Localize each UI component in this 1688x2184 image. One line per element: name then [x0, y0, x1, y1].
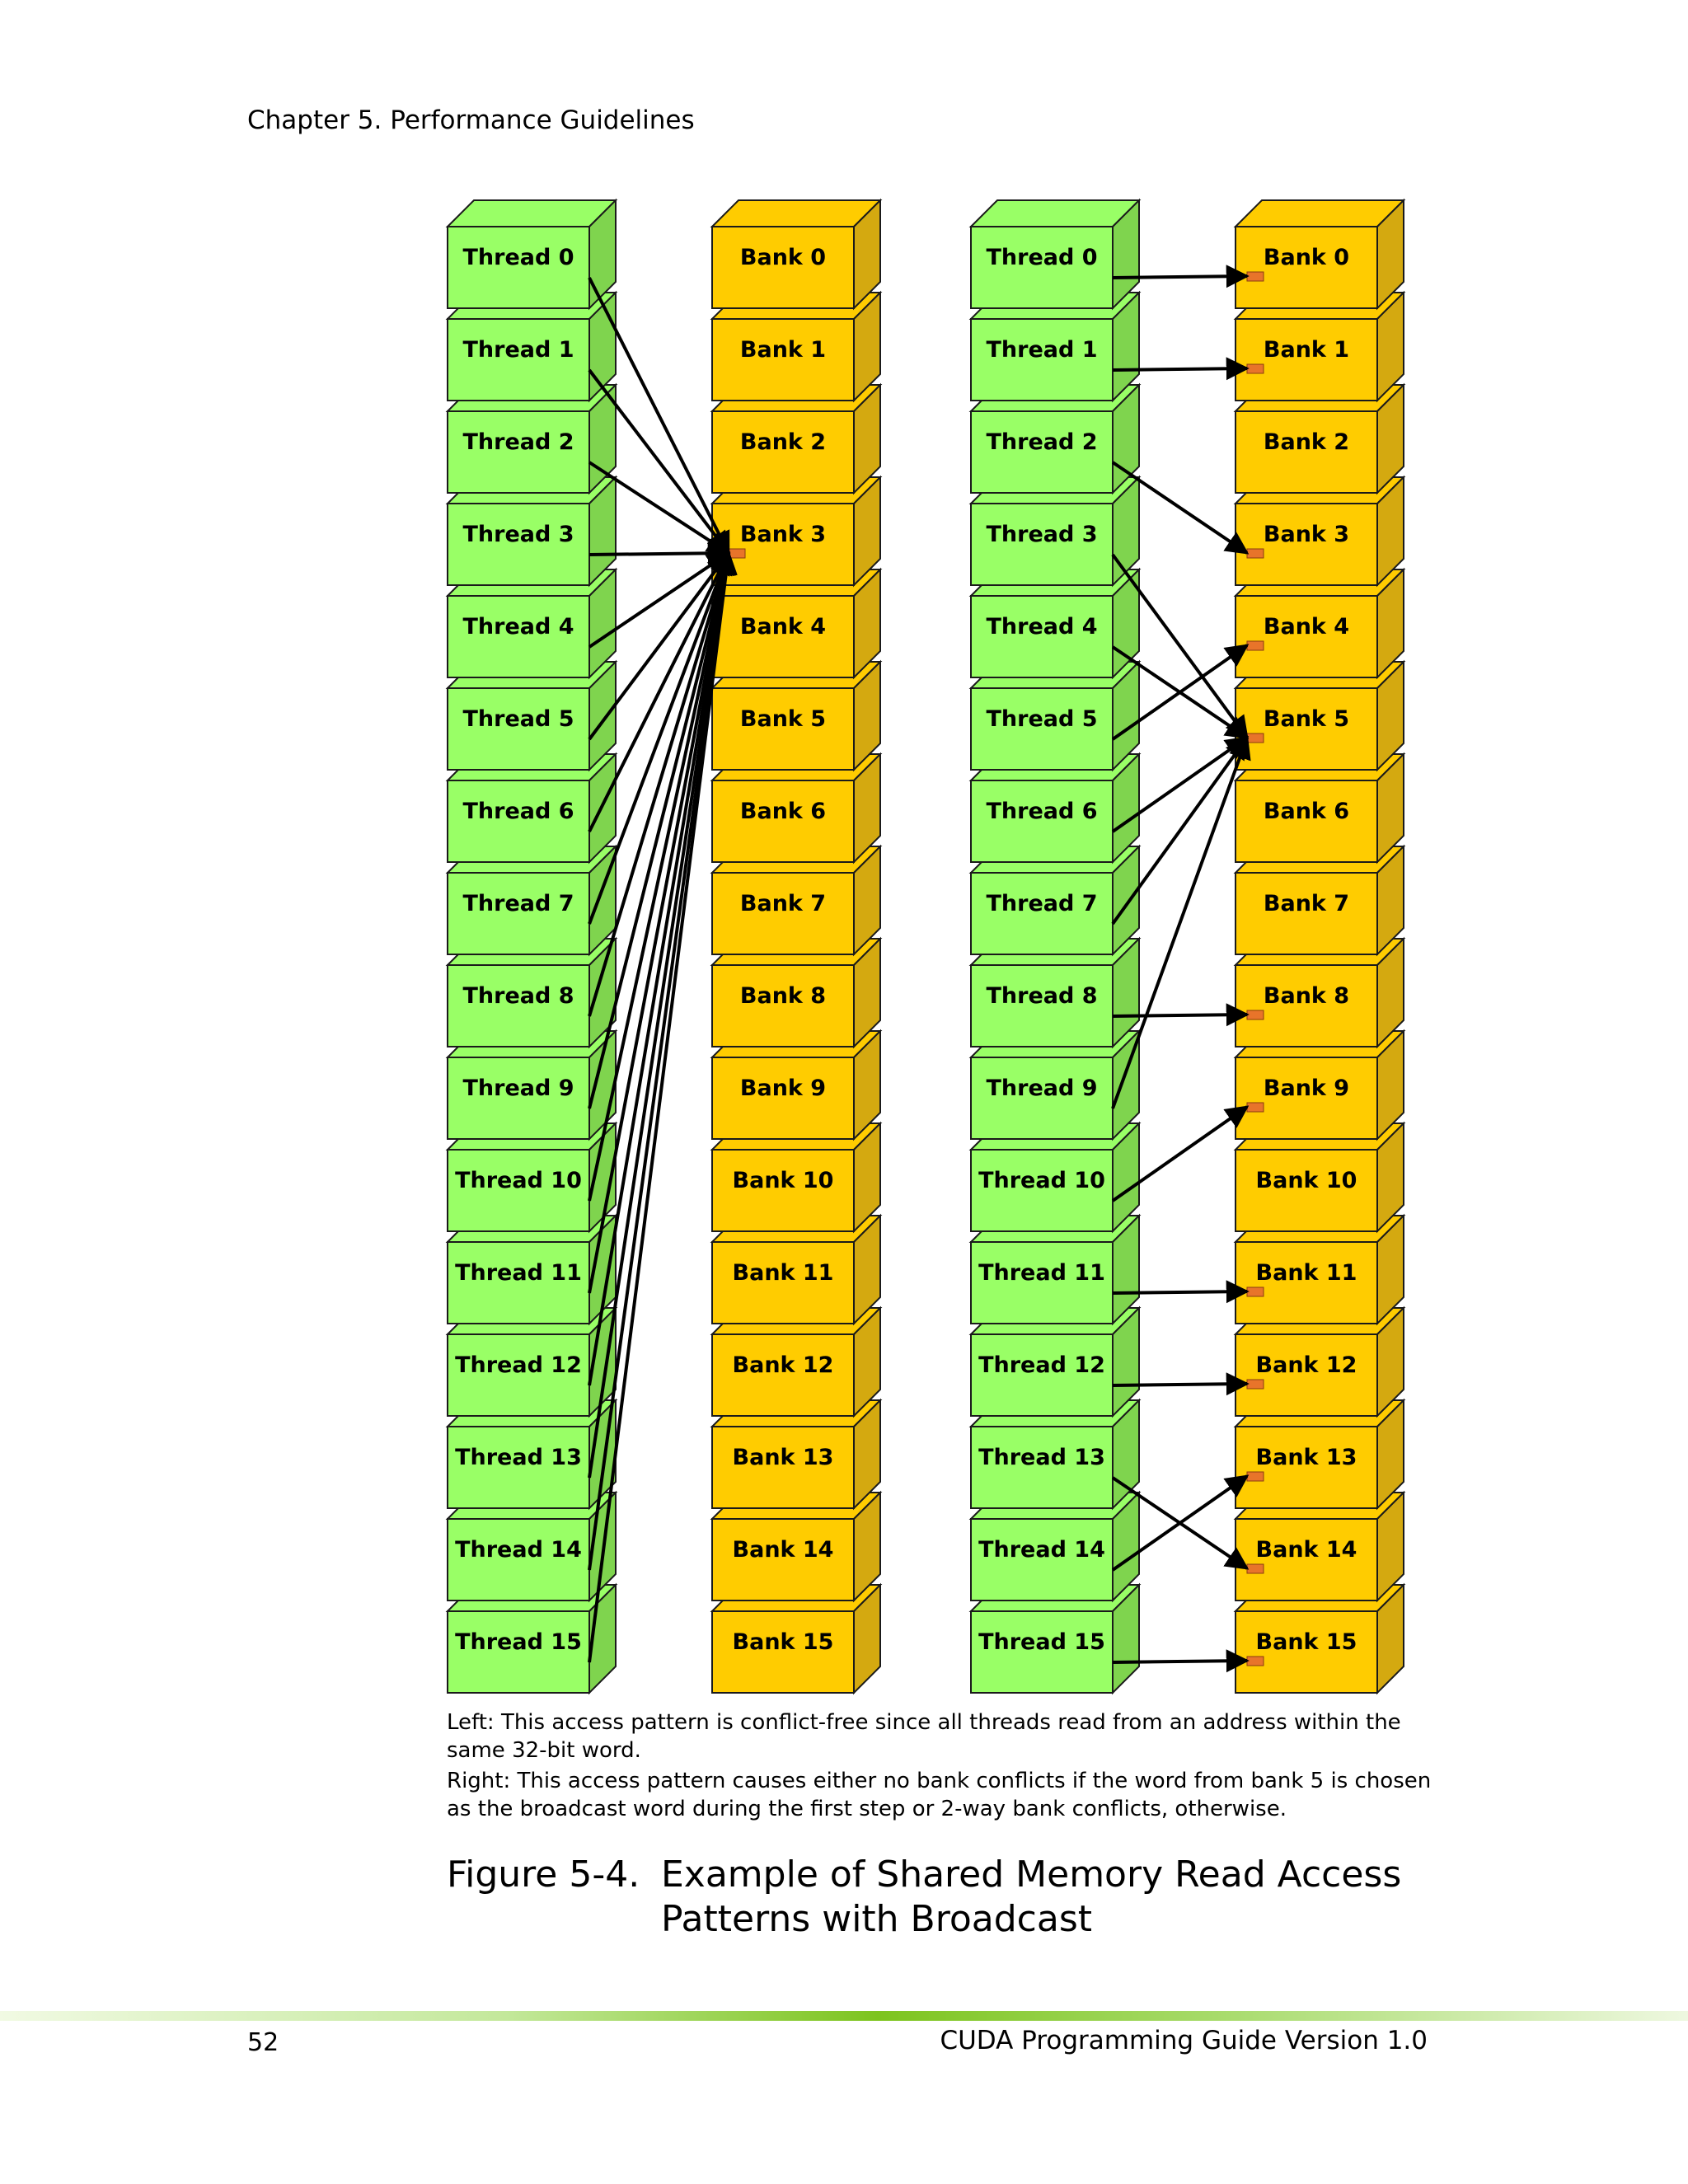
left-thread-label: Thread 6	[462, 799, 574, 824]
right-bank-label: Bank 4	[1263, 614, 1350, 640]
right-arrow-thread-1	[1113, 368, 1247, 370]
right-bank-access-marker	[1247, 1657, 1264, 1666]
left-thread-label: Thread 5	[462, 706, 574, 732]
right-bank-label: Bank 8	[1263, 983, 1350, 1009]
left-bank-label: Bank 15	[732, 1629, 834, 1655]
left-bank-label: Bank 9	[739, 1076, 827, 1101]
caption-right: Right: This access pattern causes either no bank conflicts if the word from bank 5 is chosen as the broadcast word during the first step or 2-way bank conflicts, otherwise.	[447, 1769, 1432, 1821]
right-arrow-thread-8	[1113, 1015, 1247, 1016]
left-arrow-thread-3	[589, 553, 729, 555]
right-thread-label: Thread 9	[986, 1076, 1098, 1101]
left-thread-label: Thread 1	[462, 337, 574, 363]
left-thread-label: Thread 3	[462, 522, 574, 547]
left-bank-label: Bank 6	[739, 799, 827, 824]
left-bank-label: Bank 7	[739, 891, 827, 916]
right-arrow-thread-15	[1113, 1661, 1247, 1662]
right-bank-access-marker	[1247, 733, 1264, 743]
left-thread-label: Thread 11	[455, 1260, 582, 1286]
left-thread-box-0	[448, 200, 616, 308]
left-thread-label: Thread 8	[462, 983, 574, 1009]
right-arrow-thread-12	[1113, 1384, 1247, 1385]
right-thread-label: Thread 6	[986, 799, 1098, 824]
right-bank-box-0	[1236, 200, 1404, 308]
right-bank-label: Bank 7	[1263, 891, 1350, 916]
right-bank-access-marker	[1247, 272, 1264, 281]
right-bank-label: Bank 15	[1255, 1629, 1357, 1655]
left-thread-label: Thread 4	[462, 614, 574, 640]
right-bank-label: Bank 2	[1263, 429, 1350, 455]
right-bank-label: Bank 13	[1255, 1445, 1357, 1470]
right-bank-label: Bank 3	[1263, 522, 1350, 547]
footer-bar	[0, 2011, 1688, 2021]
right-thread-label: Thread 10	[978, 1168, 1105, 1193]
page-number: 52	[247, 2028, 279, 2057]
right-bank-access-marker	[1247, 1103, 1264, 1112]
right-thread-box-0	[971, 200, 1139, 308]
left-bank-label: Bank 14	[732, 1537, 834, 1563]
running-head: Chapter 5. Performance Guidelines	[247, 105, 695, 135]
left-thread-label: Thread 13	[455, 1445, 582, 1470]
right-thread-label: Thread 3	[986, 522, 1098, 547]
right-bank-label: Bank 5	[1263, 706, 1350, 732]
left-bank-label: Bank 12	[732, 1352, 834, 1378]
left-thread-label: Thread 9	[462, 1076, 574, 1101]
right-thread-label: Thread 13	[978, 1445, 1105, 1470]
right-thread-label: Thread 0	[986, 245, 1098, 270]
left-thread-label: Thread 2	[462, 429, 574, 455]
left-bank-label: Bank 0	[739, 245, 827, 270]
right-thread-label: Thread 1	[986, 337, 1098, 363]
figure-title: Example of Shared Memory Read Access Patterns with Broadcast	[661, 1854, 1402, 1940]
right-thread-label: Thread 7	[986, 891, 1098, 916]
left-bank-label: Bank 1	[739, 337, 827, 363]
right-bank-label: Bank 0	[1263, 245, 1350, 270]
right-bank-access-marker	[1247, 1287, 1264, 1296]
right-bank-label: Bank 14	[1255, 1537, 1357, 1563]
right-bank-access-marker	[1247, 549, 1264, 558]
left-bank-label: Bank 8	[739, 983, 827, 1009]
left-bank-label: Bank 11	[732, 1260, 834, 1286]
right-bank-access-marker	[1247, 641, 1264, 650]
left-bank-box-0	[712, 200, 880, 308]
left-bank-label: Bank 4	[739, 614, 827, 640]
left-thread-label: Thread 12	[455, 1352, 582, 1378]
right-bank-label: Bank 11	[1255, 1260, 1357, 1286]
right-thread-label: Thread 14	[978, 1537, 1105, 1563]
left-bank-label: Bank 2	[739, 429, 827, 455]
right-bank-access-marker	[1247, 1010, 1264, 1019]
right-thread-label: Thread 11	[978, 1260, 1105, 1286]
left-bank-label: Bank 3	[739, 522, 827, 547]
left-thread-label: Thread 15	[455, 1629, 582, 1655]
left-thread-label: Thread 10	[455, 1168, 582, 1193]
right-thread-label: Thread 12	[978, 1352, 1105, 1378]
right-bank-label: Bank 1	[1263, 337, 1350, 363]
right-thread-label: Thread 8	[986, 983, 1098, 1009]
right-bank-label: Bank 12	[1255, 1352, 1357, 1378]
right-bank-label: Bank 9	[1263, 1076, 1350, 1101]
right-bank-access-marker	[1247, 364, 1264, 373]
right-bank-access-marker	[1247, 1564, 1264, 1573]
right-arrow-thread-11	[1113, 1291, 1247, 1293]
right-arrow-thread-0	[1113, 276, 1247, 278]
left-bank-label: Bank 13	[732, 1445, 834, 1470]
left-bank-label: Bank 5	[739, 706, 827, 732]
right-thread-label: Thread 15	[978, 1629, 1105, 1655]
left-thread-label: Thread 0	[462, 245, 574, 270]
right-thread-label: Thread 2	[986, 429, 1098, 455]
right-thread-label: Thread 4	[986, 614, 1098, 640]
caption-left: Left: This access pattern is conflict-free since all threads read from an address within the same 32-bit word.	[447, 1710, 1401, 1763]
right-bank-access-marker	[1247, 1380, 1264, 1389]
left-bank-access-marker	[729, 549, 745, 558]
left-thread-label: Thread 14	[455, 1537, 582, 1563]
figure-number: Figure 5-4.	[447, 1854, 640, 1896]
right-bank-label: Bank 10	[1255, 1168, 1357, 1193]
left-bank-label: Bank 10	[732, 1168, 834, 1193]
right-thread-label: Thread 5	[986, 706, 1098, 732]
right-bank-label: Bank 6	[1263, 799, 1350, 824]
right-bank-access-marker	[1247, 1472, 1264, 1481]
footer-title: CUDA Programming Guide Version 1.0	[940, 2026, 1428, 2055]
left-thread-label: Thread 7	[462, 891, 574, 916]
